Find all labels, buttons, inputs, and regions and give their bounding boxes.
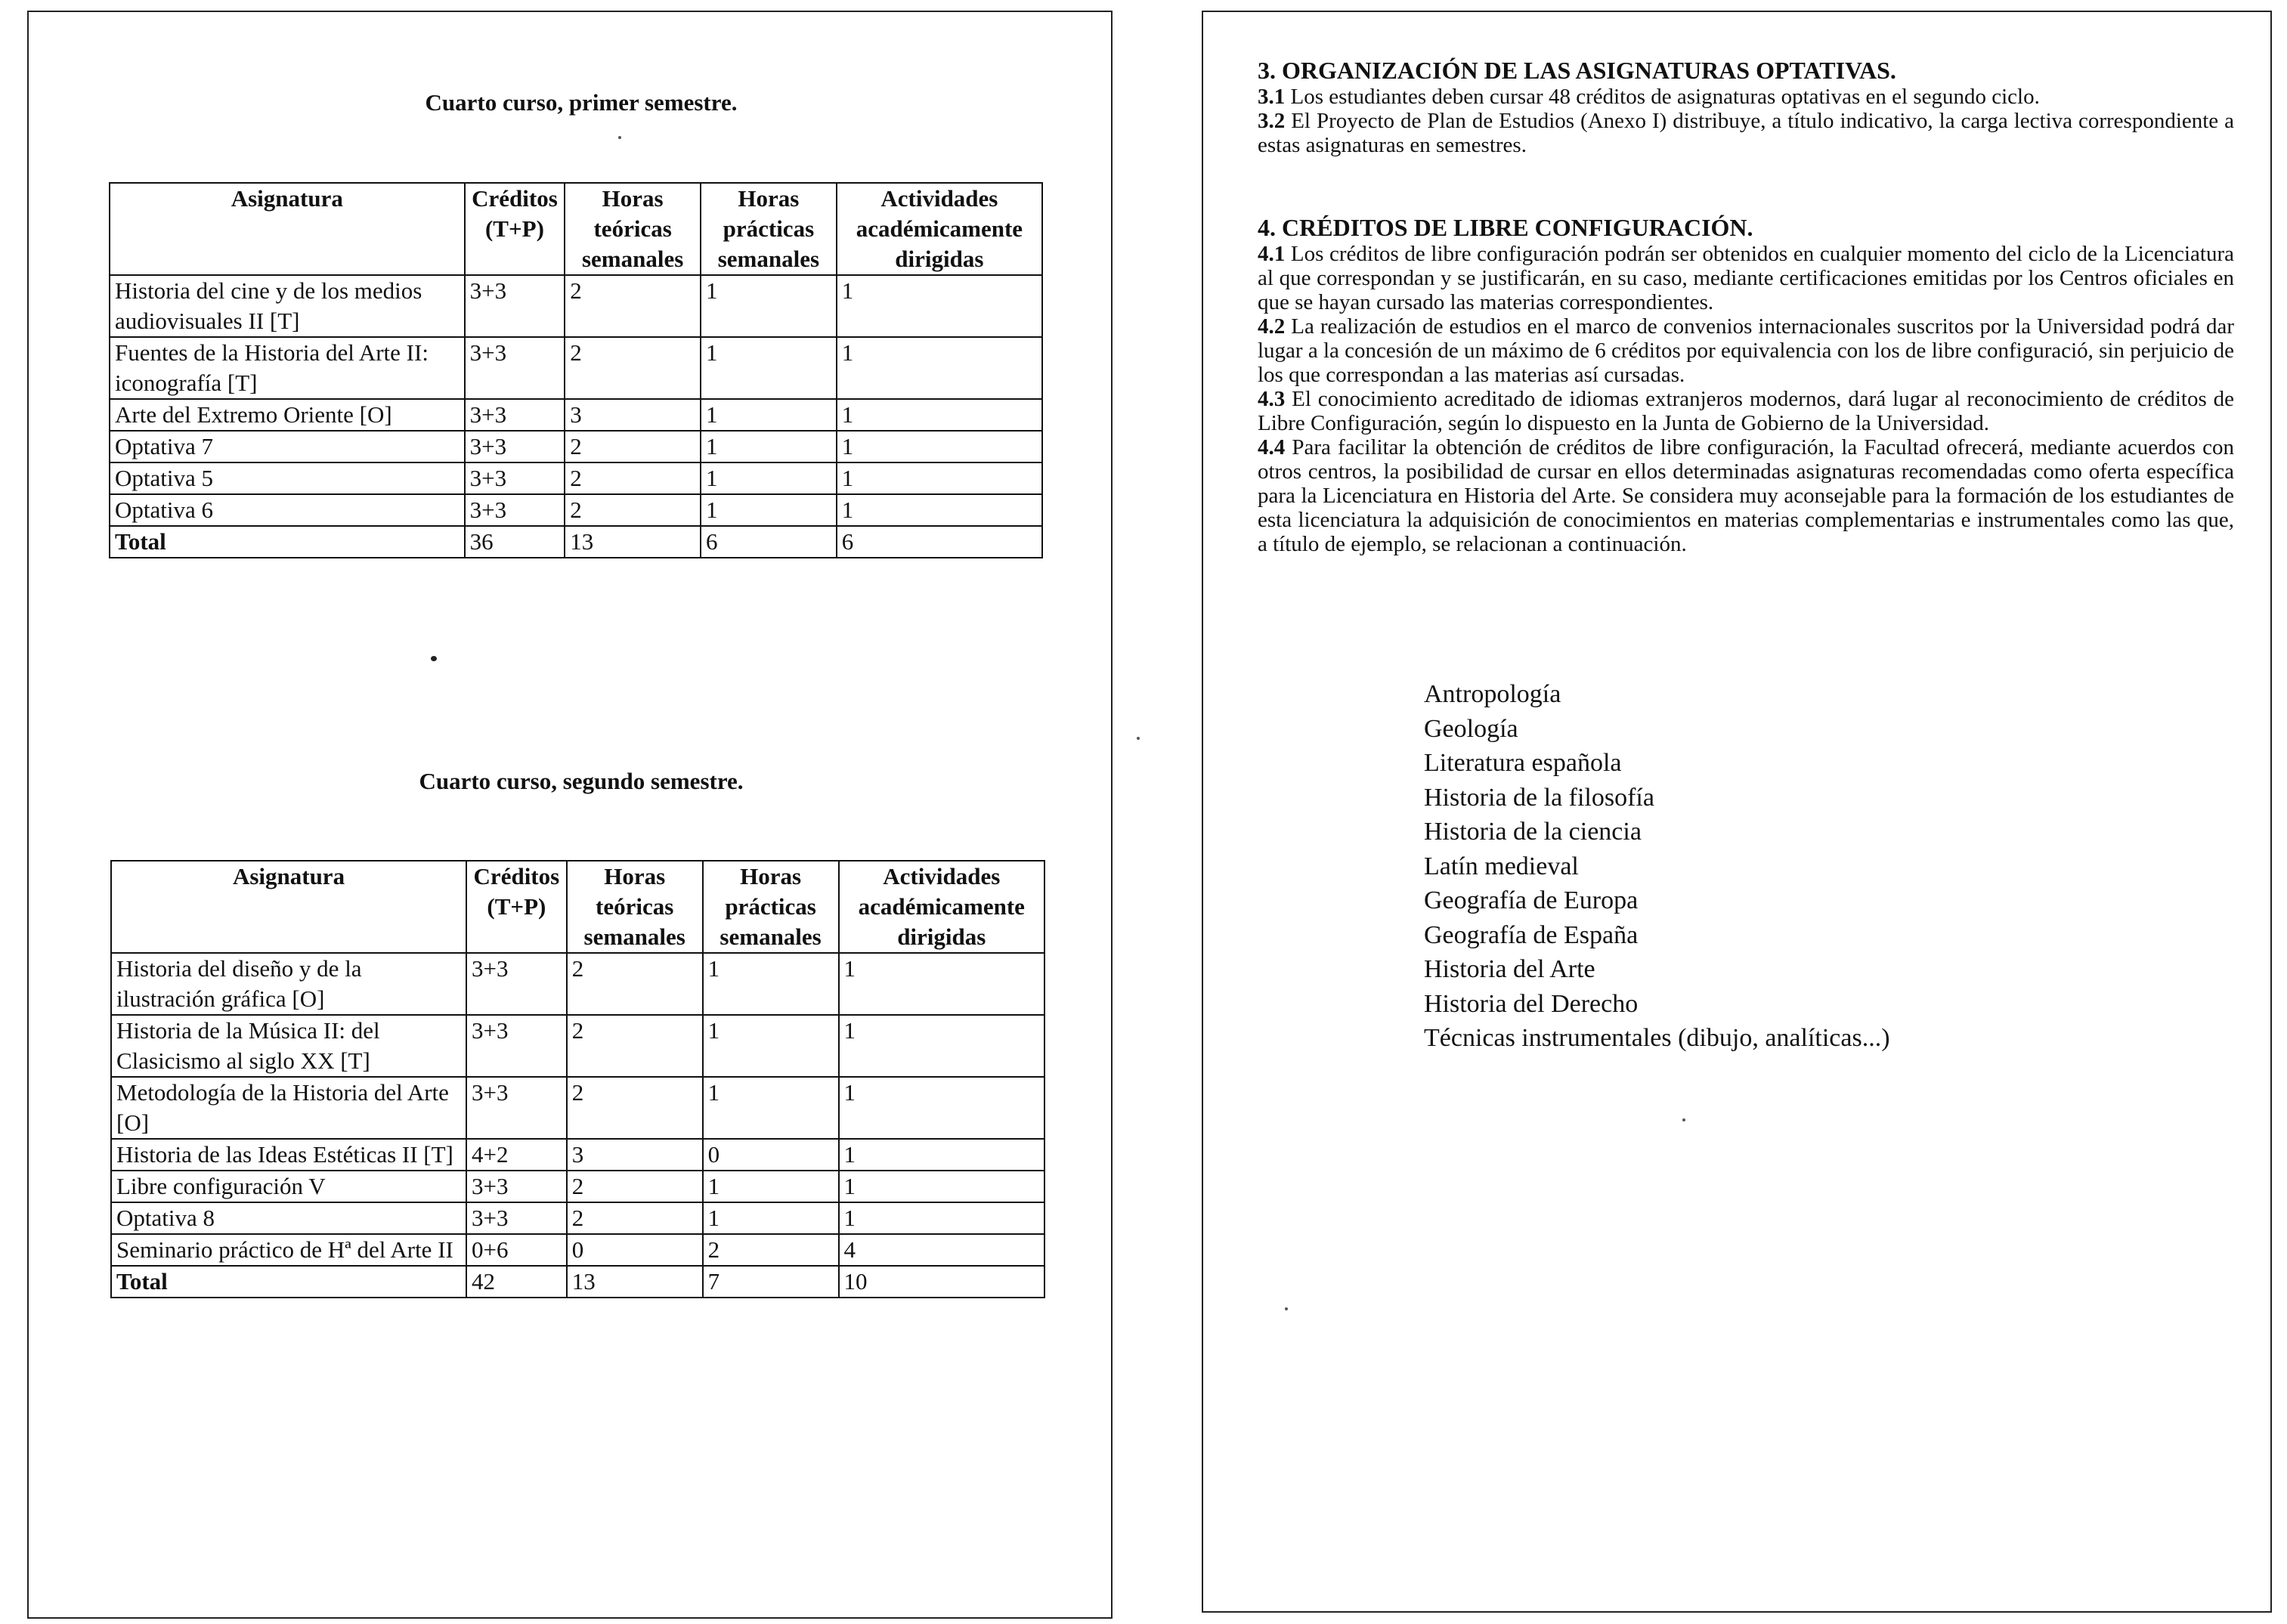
- value-cell: 1: [839, 1015, 1044, 1077]
- subject-list-item: Literatura española: [1424, 749, 1622, 777]
- value-cell: 1: [703, 953, 839, 1015]
- section4-items: [1258, 242, 2234, 556]
- value-cell: 1: [837, 462, 1042, 494]
- value-cell: 1: [837, 337, 1042, 399]
- total-value: 13: [567, 1266, 703, 1298]
- value-cell: 0: [567, 1234, 703, 1266]
- table-fourth-year-second-semester: [110, 860, 1045, 1298]
- subject-cell: Historia del cine y de los medios audiovisuales II [T]: [110, 275, 465, 337]
- value-cell: 1: [839, 1171, 1044, 1202]
- paragraph-text: Para facilitar la obtención de créditos de libre configuración, la Facultad ofrecerá, mediante acuerdos con otros centros, la posibilidad de cursar en ellos determinadas asignaturas recomendadas como oferta específica para la Licenciatura en Historia del Arte. Se considera muy aconsejable para la formación de los estudiantes de esta licenciatura la adquisición de conocimientos en materias complementarias e instrumentales como las que, a título de ejemplo, se relacionan a continuación.: [1258, 435, 2234, 556]
- table2-title: Cuarto curso, segundo semestre.: [419, 768, 744, 794]
- value-cell: 3+3: [465, 275, 565, 337]
- subject-cell: Optativa 5: [110, 462, 465, 494]
- scan-speck: [1682, 1118, 1685, 1121]
- value-cell: 3+3: [465, 337, 565, 399]
- value-cell: 1: [839, 953, 1044, 1015]
- value-cell: 3: [567, 1139, 703, 1171]
- scan-speck: [1137, 737, 1140, 740]
- table-row: [110, 494, 1042, 526]
- total-value: 13: [565, 526, 701, 558]
- value-cell: 0+6: [466, 1234, 567, 1266]
- subject-list-item: Técnicas instrumentales (dibujo, analíticas...): [1424, 1024, 1890, 1052]
- value-cell: 2: [703, 1234, 839, 1266]
- subject-list-item: Historia de la filosofía: [1424, 783, 1654, 812]
- table1-title: Cuarto curso, primer semestre.: [425, 89, 738, 116]
- value-cell: 1: [839, 1139, 1044, 1171]
- numbered-paragraph: [1258, 85, 2234, 109]
- subject-cell: Historia de las Ideas Estéticas II [T]: [111, 1139, 466, 1171]
- section3-items: [1258, 85, 2234, 157]
- value-cell: 3: [565, 399, 701, 431]
- value-cell: 3+3: [465, 431, 565, 462]
- column-header: Actividades académicamente dirigidas: [839, 861, 1044, 953]
- value-cell: 1: [703, 1077, 839, 1139]
- value-cell: 3+3: [465, 462, 565, 494]
- subject-list-item: Latín medieval: [1424, 852, 1579, 880]
- table-row: [110, 337, 1042, 399]
- value-cell: 4+2: [466, 1139, 567, 1171]
- subject-cell: Seminario práctico de Hª del Arte II: [111, 1234, 466, 1266]
- table-fourth-year-first-semester: [109, 182, 1043, 558]
- subject-cell: Optativa 7: [110, 431, 465, 462]
- table-header-row: [111, 861, 1044, 953]
- numbered-paragraph: [1258, 109, 2234, 157]
- value-cell: 3+3: [465, 399, 565, 431]
- value-cell: 1: [701, 462, 837, 494]
- value-cell: 1: [703, 1202, 839, 1234]
- value-cell: 2: [567, 1077, 703, 1139]
- column-header: Horas teóricas semanales: [565, 183, 701, 275]
- paragraph-number: 4.1: [1258, 242, 1286, 266]
- value-cell: 1: [839, 1202, 1044, 1234]
- paragraph-text: La realización de estudios en el marco de convenios internacionales suscritos por la Universidad podrá dar lugar a la concesión de un máximo de 6 créditos por equivalencia con los de libre configuració, sin perjuicio de los que correspondan a las materias así cursadas.: [1258, 314, 2234, 387]
- paragraph-text: Los créditos de libre configuración podrán ser obtenidos en cualquier momento del ciclo de la Licenciatura al que correspondan y se justificarán, en su caso, mediante certificaciones emitidas por los Centros oficiales en que se hayan cursado las materias correspondientes.: [1258, 242, 2234, 314]
- scan-speck: [1285, 1307, 1288, 1310]
- subject-cell: Historia de la Música II: del Clasicismo al siglo XX [T]: [111, 1015, 466, 1077]
- scan-speck: [618, 136, 621, 139]
- table-row: [111, 1171, 1044, 1202]
- subject-list-item: Historia del Arte: [1424, 955, 1595, 983]
- value-cell: 1: [837, 494, 1042, 526]
- total-value: 10: [839, 1266, 1044, 1298]
- table-row: [111, 953, 1044, 1015]
- value-cell: 2: [565, 275, 701, 337]
- value-cell: 1: [703, 1015, 839, 1077]
- value-cell: 2: [567, 1202, 703, 1234]
- value-cell: 2: [567, 1015, 703, 1077]
- total-value: 6: [701, 526, 837, 558]
- numbered-paragraph: [1258, 314, 2234, 387]
- section-free-credits: [1258, 213, 2234, 556]
- numbered-paragraph: [1258, 387, 2234, 435]
- value-cell: 3+3: [466, 1077, 567, 1139]
- table-row: [110, 399, 1042, 431]
- value-cell: 1: [839, 1077, 1044, 1139]
- table-row: [111, 1234, 1044, 1266]
- total-label: Total: [111, 1266, 466, 1298]
- subject-list-item: Geografía de España: [1424, 920, 1639, 949]
- column-header: Horas teóricas semanales: [567, 861, 703, 953]
- subject-list-item: Geografía de Europa: [1424, 886, 1639, 914]
- total-label: Total: [110, 526, 465, 558]
- subject-cell: Optativa 8: [111, 1202, 466, 1234]
- table-row: [111, 1077, 1044, 1139]
- value-cell: 0: [703, 1139, 839, 1171]
- numbered-paragraph: [1258, 435, 2234, 556]
- value-cell: 1: [837, 399, 1042, 431]
- column-header: Horas prácticas semanales: [703, 861, 839, 953]
- value-cell: 1: [837, 275, 1042, 337]
- subject-list-item: Geología: [1424, 714, 1518, 743]
- subject-cell: Metodología de la Historia del Arte [O]: [111, 1077, 466, 1139]
- subject-cell: Fuentes de la Historia del Arte II: iconografía [T]: [110, 337, 465, 399]
- value-cell: 3+3: [466, 1202, 567, 1234]
- subject-list-item: Historia de la ciencia: [1424, 818, 1642, 846]
- value-cell: 4: [839, 1234, 1044, 1266]
- total-value: 6: [837, 526, 1042, 558]
- table-row: [111, 1015, 1044, 1077]
- scan-speck: [431, 656, 437, 661]
- paragraph-number: 3.1: [1258, 85, 1286, 109]
- subject-list-item: Historia del Derecho: [1424, 989, 1639, 1018]
- value-cell: 1: [701, 494, 837, 526]
- subject-cell: Arte del Extremo Oriente [O]: [110, 399, 465, 431]
- value-cell: 2: [565, 494, 701, 526]
- right-page: [1202, 11, 2272, 1613]
- total-value: 42: [466, 1266, 567, 1298]
- value-cell: 2: [565, 337, 701, 399]
- value-cell: 1: [701, 337, 837, 399]
- column-header: Créditos (T+P): [466, 861, 567, 953]
- column-header: Horas prácticas semanales: [701, 183, 837, 275]
- column-header: Asignatura: [110, 183, 465, 275]
- section-optional-subjects: [1258, 56, 2234, 157]
- column-header: Asignatura: [111, 861, 466, 953]
- value-cell: 3+3: [466, 1171, 567, 1202]
- total-row: [110, 526, 1042, 558]
- value-cell: 1: [701, 399, 837, 431]
- column-header: Créditos (T+P): [465, 183, 565, 275]
- paragraph-number: 4.3: [1258, 387, 1286, 411]
- numbered-paragraph: [1258, 242, 2234, 314]
- value-cell: 1: [701, 431, 837, 462]
- value-cell: 1: [701, 275, 837, 337]
- value-cell: 3+3: [466, 953, 567, 1015]
- table-row: [110, 431, 1042, 462]
- table-header-row: [110, 183, 1042, 275]
- value-cell: 2: [565, 431, 701, 462]
- subject-cell: Optativa 6: [110, 494, 465, 526]
- total-row: [111, 1266, 1044, 1298]
- section3-heading: 3. ORGANIZACIÓN DE LAS ASIGNATURAS OPTATIVAS.: [1258, 57, 1896, 84]
- recommended-subjects-list: [1424, 677, 1890, 1056]
- subject-list-item: Antropología: [1424, 680, 1561, 708]
- paragraph-text: El Proyecto de Plan de Estudios (Anexo I) distribuye, a título indicativo, la carga lectiva correspondiente a estas asignaturas en semestres.: [1258, 109, 2235, 157]
- value-cell: 1: [837, 431, 1042, 462]
- value-cell: 2: [565, 462, 701, 494]
- total-value: 7: [703, 1266, 839, 1298]
- column-header: Actividades académicamente dirigidas: [837, 183, 1042, 275]
- paragraph-text: El conocimiento acreditado de idiomas extranjeros modernos, dará lugar al reconocimiento de créditos de Libre Configuración, según lo dispuesto en la Junta de Gobierno de la Universidad.: [1258, 387, 2235, 435]
- subject-cell: Libre configuración V: [111, 1171, 466, 1202]
- table-row: [110, 275, 1042, 337]
- value-cell: 2: [567, 953, 703, 1015]
- value-cell: 3+3: [465, 494, 565, 526]
- paragraph-number: 4.2: [1258, 314, 1286, 339]
- table-row: [111, 1139, 1044, 1171]
- table-row: [110, 462, 1042, 494]
- section4-heading: 4. CRÉDITOS DE LIBRE CONFIGURACIÓN.: [1258, 214, 1753, 241]
- paragraph-text: Los estudiantes deben cursar 48 créditos de asignaturas optativas en el segundo ciclo.: [1290, 85, 2040, 109]
- subject-cell: Historia del diseño y de la ilustración gráfica [O]: [111, 953, 466, 1015]
- paragraph-number: 4.4: [1258, 435, 1286, 459]
- value-cell: 3+3: [466, 1015, 567, 1077]
- value-cell: 1: [703, 1171, 839, 1202]
- paragraph-number: 3.2: [1258, 109, 1286, 133]
- value-cell: 2: [567, 1171, 703, 1202]
- table-row: [111, 1202, 1044, 1234]
- left-page: [27, 11, 1113, 1619]
- total-value: 36: [465, 526, 565, 558]
